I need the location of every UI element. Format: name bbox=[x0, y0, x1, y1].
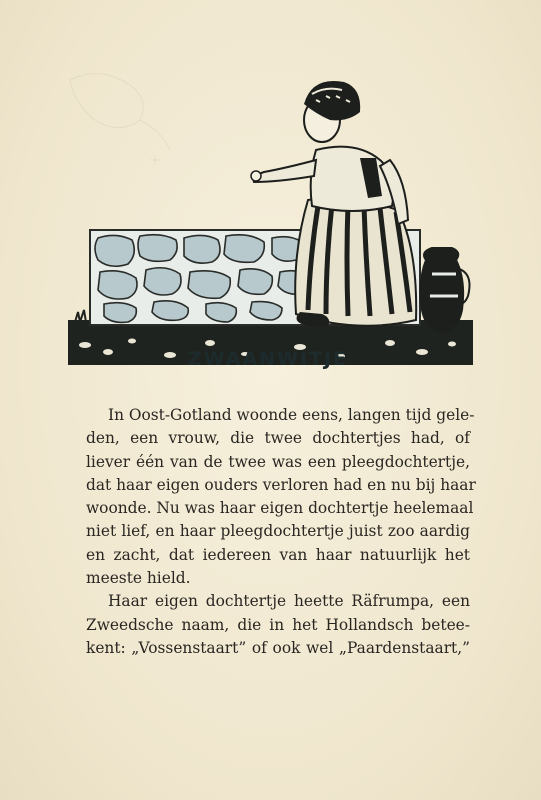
paragraph-1 bbox=[86, 404, 476, 590]
story-title: ZWAANWITJE bbox=[187, 348, 349, 370]
text-line: den, een vrouw, die twee dochtertjes had, of bbox=[86, 429, 470, 448]
text-line: niet lief, en haar pleegdochtertje juist zoo aardig bbox=[86, 522, 470, 541]
text-line: liever één van de twee was een pleegdochtertje, bbox=[86, 452, 470, 471]
text-line: en zacht, dat iedereen van haar natuurlijk het bbox=[86, 545, 470, 564]
text-line: dat haar eigen ouders verloren had en nu bij haar bbox=[86, 475, 476, 494]
text-line: kent: „Vossenstaart” of ook wel „Paardenstaart,” bbox=[86, 638, 470, 657]
text-line: In Oost-Gotland woonde eens, langen tijd gele- bbox=[108, 406, 475, 424]
story-body bbox=[86, 404, 476, 660]
paragraph-2 bbox=[86, 590, 470, 660]
text-line: woonde. Nu was haar eigen dochtertje heelemaal bbox=[86, 499, 474, 518]
text-line: Zweedsche naam, die in het Hollandsch betee- bbox=[86, 615, 470, 634]
text-line: Haar eigen dochtertje heette Räfrumpa, een bbox=[108, 592, 470, 611]
girl-on-stone-wall-illustration bbox=[60, 60, 480, 380]
text-line: meeste hield. bbox=[86, 569, 191, 588]
artist-monogram: BAA bbox=[445, 318, 460, 326]
bleed-through-sketch bbox=[70, 74, 170, 165]
